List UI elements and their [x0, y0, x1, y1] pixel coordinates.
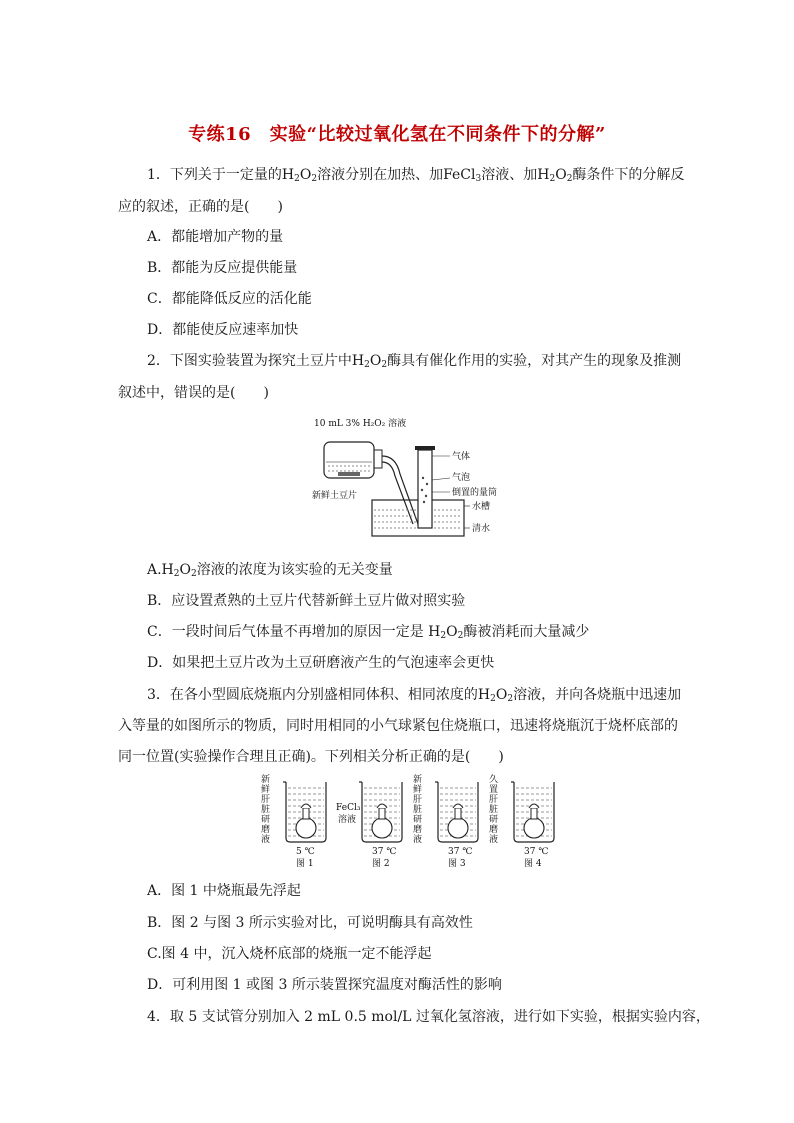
flask-neck [303, 808, 309, 819]
q1-text-d: 溶液、加H [481, 167, 550, 183]
beaker-temperature: 37 ℃ [372, 847, 397, 857]
q2-option-b: B．应设置煮熟的土豆片代替新鲜土豆片做对照实验 [147, 593, 466, 609]
bubble-label: 气泡 [452, 473, 471, 483]
q2-stem-line2: 叙述中，错误的是( ) [118, 385, 269, 401]
q2-option-a: $A.H_2O_2$溶液的浓度为该实验的无关变量 [147, 562, 393, 579]
q3-text-c: 溶液，并向各烧瓶中迅速加 [513, 687, 682, 703]
page-title: 专练16 实验“比较过氧化氢在不同条件下的分解” [188, 124, 606, 145]
q3-stem-line3: 同一位置(实验操作合理且正确)。下列相关分析正确的是( ) [118, 749, 504, 765]
q3-stem-line2: 入等量的如图所示的物质，同时用相同的小气球紧包住烧瓶口，迅速将烧瓶沉于烧杯底部的 [118, 718, 678, 734]
balloon [529, 804, 539, 808]
q1-option-c: C．都能降低反应的活化能 [147, 291, 312, 307]
flask-neck [379, 808, 385, 819]
figure-caption: 图 4 [524, 859, 542, 869]
q1-stem-line2: 应的叙述，正确的是( ) [118, 199, 283, 215]
q4-stem-line1: 4．取 5 支试管分别加入 2 mL 0.5 mol/L 过氧化氢溶液，进行如下实验，根据实验内容， [147, 1009, 710, 1025]
bottle-label: 10 mL 3% H₂O₂ 溶液 [314, 419, 407, 429]
balloon [453, 804, 463, 808]
q2-option-a-text-c: 溶液的浓度为该实验的无关变量 [196, 562, 393, 578]
beaker-temperature: 5 ℃ [296, 847, 315, 857]
q3-text-a: 3．在各小型圆底烧瓶内分别盛相同体积、相同浓度的H [147, 687, 491, 703]
flask [448, 818, 468, 838]
flask-neck [455, 808, 461, 819]
gas-label: 气体 [452, 452, 471, 462]
beaker-label: 新鲜肝脏研磨液 [261, 775, 271, 845]
q1-stem-line1: 1．下列关于一定量的$H_2O_2$溶液分别在加热、加FeCl$_3$溶液、加$H_2O_2$酶条件下的分解反 [147, 167, 685, 184]
q2-apparatus-figure [300, 412, 520, 542]
q1-option-d: D．都能使反应速率加快 [147, 322, 299, 338]
inverted-cylinder [418, 450, 432, 528]
q2-option-c: C．一段时间后气体量不再增加的原因一定是 $H_2O_2$酶被消耗而大量减少 [147, 624, 590, 641]
q2-text-a: 2．下图实验装置为探究土豆片中H [147, 353, 365, 369]
water-label: 清水 [472, 524, 491, 534]
flask [296, 818, 316, 838]
q2-text-c: 酶具有催化作用的实验，对其产生的现象及推测 [387, 353, 682, 369]
q2-option-d: D．如果把土豆片改为土豆研磨液产生的气泡速率会更快 [147, 655, 495, 671]
q3-option-b: B．图 2 与图 3 所示实验对比，可说明酶具有高效性 [147, 915, 473, 931]
q3-text-b: O [495, 687, 508, 703]
balloon [377, 804, 387, 808]
q1-text-f: 酶条件下的分解反 [572, 167, 685, 183]
beaker-label: 久置肝脏研磨液 [489, 775, 499, 845]
q2-option-a-text-b: O [179, 562, 191, 578]
q1-option-a: A．都能增加产物的量 [147, 229, 284, 245]
q3-option-c: C.图 4 中，沉入烧杯底部的烧瓶一定不能浮起 [147, 946, 432, 962]
figure-caption: 图 3 [448, 859, 466, 869]
flask [372, 818, 392, 838]
q2-stem-line1: 2．下图实验装置为探究土豆片中$H_2O_2$酶具有催化作用的实验，对其产生的现象及推测 [147, 353, 682, 370]
q1-text-c: 溶液分别在加热、加FeCl [317, 167, 476, 183]
q2-option-a-text-a: A.H [147, 562, 174, 578]
flask-neck [531, 808, 537, 819]
beaker-label: FeCl₃ 溶液 [336, 803, 361, 825]
q1-text-b: O [299, 167, 312, 183]
tank-label: 水槽 [472, 502, 491, 512]
q1-option-b: B．都能为反应提供能量 [147, 260, 298, 276]
q1-text-a: 1．下列关于一定量的H [147, 167, 295, 183]
beaker-label: 新鲜肝脏研磨液 [413, 775, 423, 845]
q2-option-c-text-c: 酶被消耗而大量减少 [463, 624, 590, 640]
potato-slice [338, 472, 360, 476]
balloon [301, 804, 311, 808]
q3-beakers-figure [258, 774, 558, 870]
cylinder-label: 倒置的量筒 [452, 488, 498, 498]
q2-text-b: O [369, 353, 382, 369]
q2-option-c-text-a: C．一段时间后气体量不再增加的原因一定是 H [147, 624, 441, 640]
q3-option-d: D．可利用图 1 或图 3 所示装置探究温度对酶活性的影响 [147, 977, 502, 993]
beaker-temperature: 37 ℃ [524, 847, 549, 857]
flask [524, 818, 544, 838]
figure-caption: 图 2 [372, 859, 390, 869]
figure-caption: 图 1 [296, 859, 314, 869]
q1-text-e: O [555, 167, 567, 183]
q3-stem-line1: 3．在各小型圆底烧瓶内分别盛相同体积、相同浓度的$H_2O_2$溶液，并向各烧瓶中迅速加 [147, 687, 682, 704]
q3-option-a: A．图 1 中烧瓶最先浮起 [147, 883, 301, 899]
q2-option-c-text-b: O [446, 624, 458, 640]
potato-label: 新鲜土豆片 [312, 491, 358, 501]
beaker-temperature: 37 ℃ [448, 847, 473, 857]
